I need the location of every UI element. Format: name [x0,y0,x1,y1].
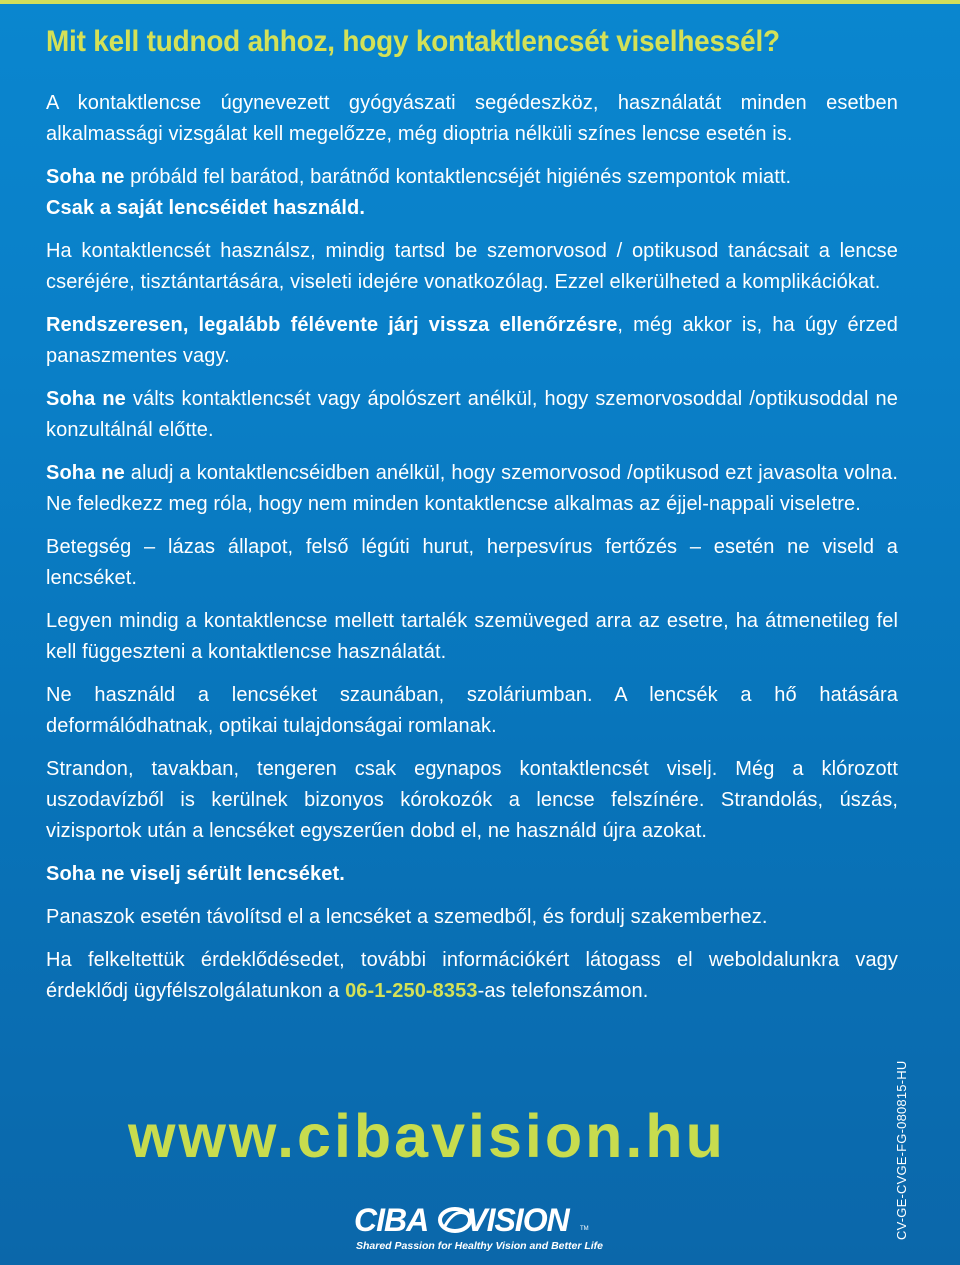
paragraph-9 [46,680,898,742]
eye-swoosh-icon [437,1206,473,1234]
paragraph-9-text: Ne használd a lencséket szaunában, szoláriumban. A lencsék a hő hatására deformálódhatnak, optikai tulajdonságai romlanak. [46,684,898,737]
paragraph-11 [46,859,898,890]
paragraph-12-text: Panaszok esetén távolítsd el a lencséket a szemedből, és fordulj szakemberhez. [46,906,768,928]
paragraph-13 [46,945,898,1007]
paragraph-3-text: Ha kontaktlencsét használsz, mindig tartsd be szemorvosod / optikusod tanácsait a lencse cseréjére, tisztántartására, viseleti idejére vonatkozólag. Ezzel elkerülheted a komplikációkat. [46,240,898,293]
logo-wordmark-left: CIBA [354,1202,429,1238]
paragraph-1-text: A kontaktlencse úgynevezett gyógyászati segédeszköz, használatát minden esetben alkalmassági vizsgálat kell megelőzze, még dioptria nélküli színes lencse esetén is. [46,92,898,145]
paragraph-10 [46,754,898,847]
paragraph-1 [46,88,898,150]
paragraph-12 [46,902,898,933]
paragraph-2-text: próbáld fel barátod, barátnőd kontaktlencséjét higiénés szempontok miatt. [124,166,792,188]
document-code: CV-GE-CVGE-FG-080815-HU [894,1060,909,1240]
paragraph-8-text: Legyen mindig a kontaktlencse mellett tartalék szemüveged arra az esetre, ha átmenetileg fel kell függeszteni a kontaktlencse használatát. [46,610,898,663]
top-accent-rule [0,0,960,4]
logo-tagline: Shared Passion for Healthy Vision and Better Life [356,1240,604,1252]
website-url: www.cibavision.hu [128,1102,726,1170]
paragraph-13-text-end: -as telefonszámon. [477,980,649,1002]
paragraph-10-text: Strandon, tavakban, tengeren csak egynapos kontaktlencsét viselj. Még a klórozott uszodavízből is kerülnek bizonyos kórokozók a lencse felszínére. Strandolás, úszás, vizisportok után a lencséket egyszerűen dobd el, ne használd újra azokat. [46,758,898,842]
logo-wordmark-right: VISION [466,1202,569,1238]
paragraph-13-text: Ha felkeltettük érdeklődésedet, további információkért látogass el weboldalunkra vagy érdeklődj ügyfélszolgálatunkon a [46,949,898,1002]
paragraph-2 [46,162,898,224]
paragraph-6 [46,458,898,520]
paragraph-7 [46,532,898,594]
trademark-mark: TM [580,1226,589,1232]
emphasis-text: Rendszeresen, legalább félévente járj vissza ellenőrzésre [46,314,618,336]
paragraph-8 [46,606,898,668]
emphasis-text: Soha ne [46,388,126,410]
paragraph-3 [46,236,898,298]
paragraph-7-text: Betegség – lázas állapot, felső légúti hurut, herpesvírus fertőzés – esetén ne viseld a lencséket. [46,536,898,589]
cibavision-logo [350,1200,604,1260]
paragraph-4-text: , még akkor is, ha úgy érzed panaszmentes vagy. [46,314,899,367]
paragraph-5 [46,384,898,446]
emphasis-text: Soha ne viselj sérült lencséket. [46,863,345,885]
phone-number: 06-1-250-8353 [345,980,478,1002]
body-text [46,88,898,1019]
page-title: Mit kell tudnod ahhoz, hogy kontaktlencsét viselhessél? [46,25,780,58]
emphasis-text: Csak a saját lencséidet használd. [46,197,366,219]
paragraph-6-text: aludj a kontaktlencséidben anélkül, hogy szemorvosod /optikusod ezt javasolta volna. Ne feledkezz meg róla, hogy nem minden kontaktlencse alkalmas az éjjel-nappali viseletre. [46,462,898,515]
emphasis-text: Soha ne [46,166,125,188]
paragraph-4 [46,310,898,372]
emphasis-text: Soha ne [46,462,125,484]
paragraph-5-text: válts kontaktlencsét vagy ápolószert anélkül, hogy szemorvosoddal /optikusoddal ne konzultálnál előtte. [46,388,898,441]
